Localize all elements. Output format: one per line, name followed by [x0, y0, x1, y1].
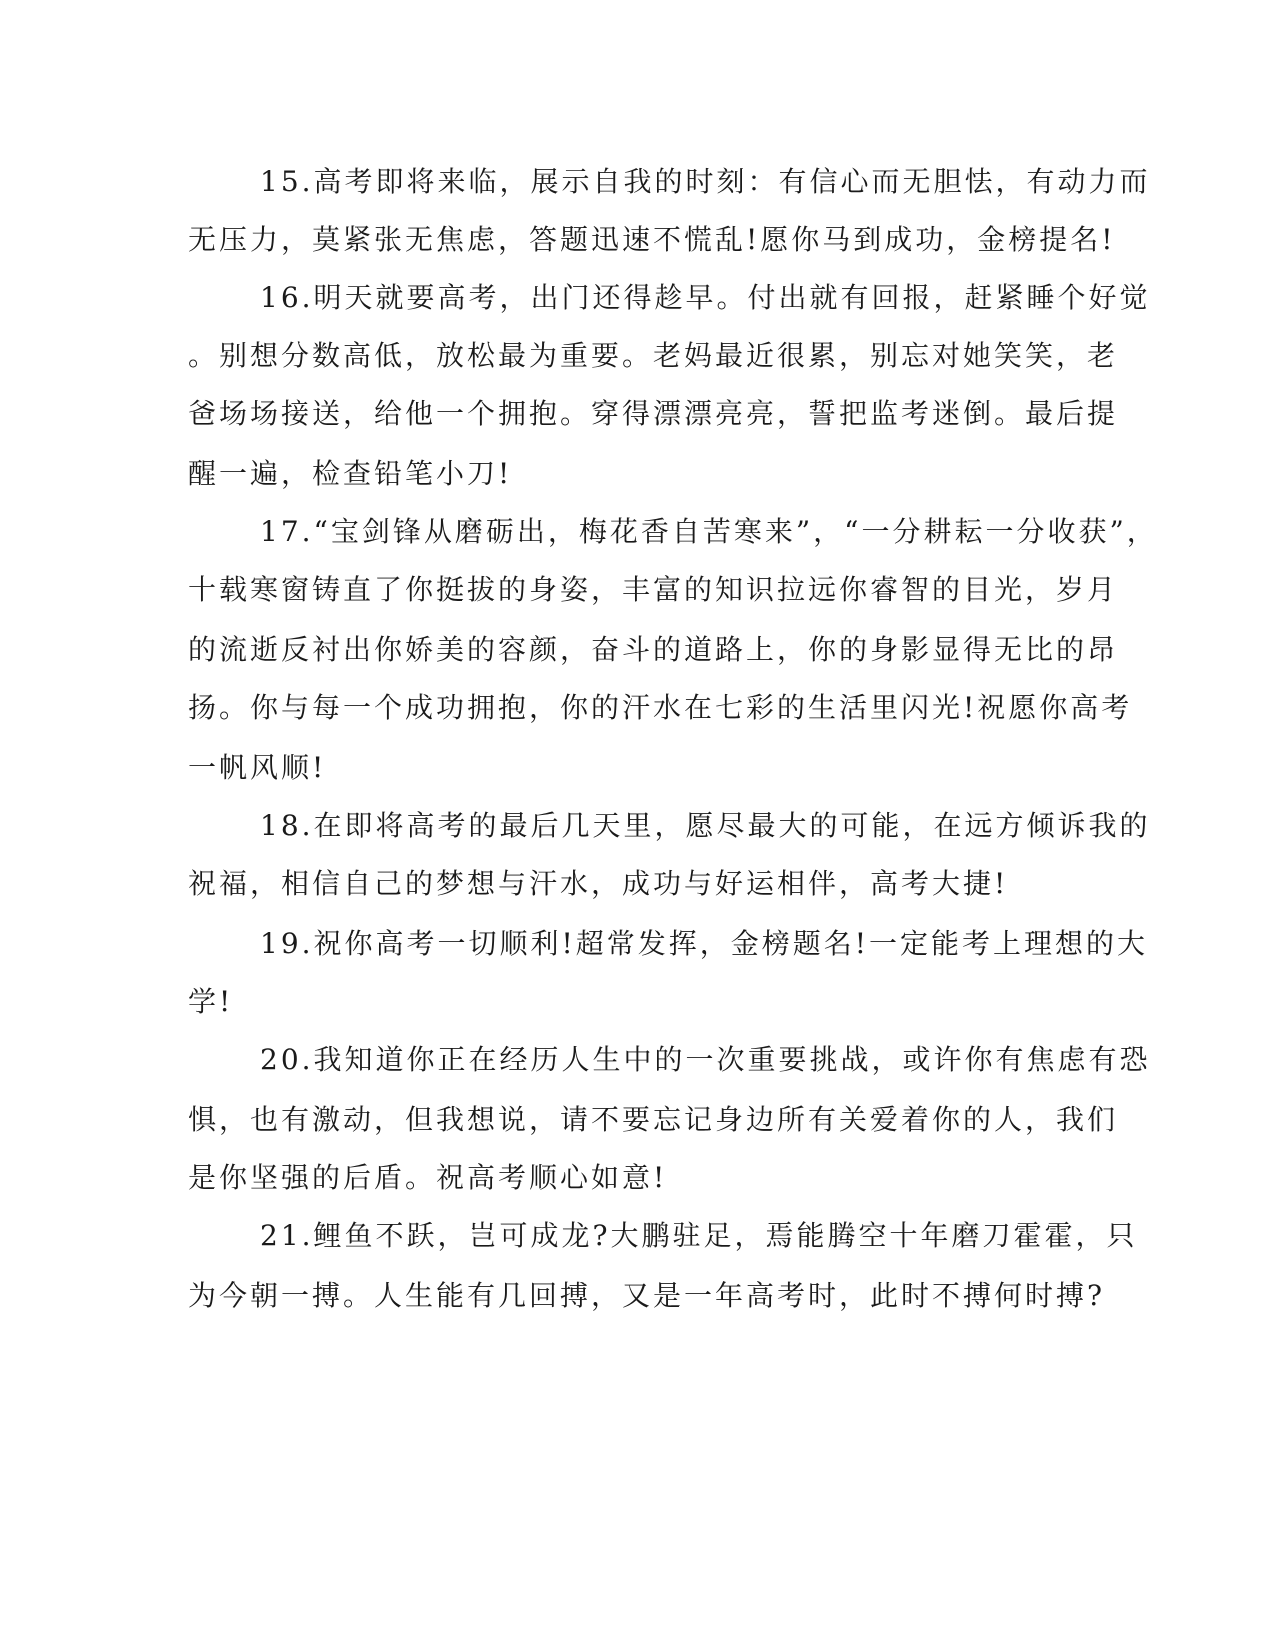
text-line: 18.在即将高考的最后几天里，愿尽最大的可能，在远方倾诉我的: [260, 809, 1151, 842]
text-line: 16.明天就要高考，出门还得趁早。付出就有回报，赶紧睡个好觉: [260, 281, 1151, 314]
text-line: 的流逝反衬出你娇美的容颜，奋斗的道路上，你的身影显得无比的昂: [188, 633, 1119, 666]
text-line: 21.鲤鱼不跃，岂可成龙?大鹏驻足，焉能腾空十年磨刀霍霍，只: [260, 1219, 1138, 1252]
text-line: 惧，也有激动，但我想说，请不要忘记身边所有关爱着你的人，我们: [188, 1103, 1119, 1136]
text-line: 为今朝一搏。人生能有几回搏，又是一年高考时，此时不搏何时搏?: [188, 1279, 1106, 1312]
text-line: 17.“宝剑锋从磨砺出，梅花香自苦寒来”，“一分耕耘一分收获”，: [260, 515, 1158, 548]
text-line: 十载寒窗铸直了你挺拔的身姿，丰富的知识拉远你睿智的目光，岁月: [188, 573, 1119, 606]
text-line: 是你坚强的后盾。祝高考顺心如意!: [188, 1161, 668, 1194]
text-line: 20.我知道你正在经历人生中的一次重要挑战，或许你有焦虑有恐: [260, 1043, 1151, 1076]
text-line: 爸场场接送，给他一个拥抱。穿得漂漂亮亮，誓把监考迷倒。最后提: [188, 397, 1119, 430]
text-line: 醒一遍，检查铅笔小刀!: [188, 457, 513, 490]
text-line: 学!: [188, 985, 234, 1018]
text-line: 祝福，相信自己的梦想与汗水，成功与好运相伴，高考大捷!: [188, 867, 1009, 900]
text-line: 19.祝你高考一切顺利!超常发挥，金榜题名!一定能考上理想的大: [260, 927, 1149, 960]
text-line: 。别想分数高低，放松最为重要。老妈最近很累，别忘对她笑笑，老: [188, 339, 1119, 372]
text-line: 扬。你与每一个成功拥抱，你的汗水在七彩的生活里闪光!祝愿你高考: [188, 691, 1133, 724]
text-line: 一帆风顺!: [188, 751, 327, 784]
text-line: 15.高考即将来临，展示自我的时刻：有信心而无胆怯，有动力而: [260, 165, 1151, 198]
text-line: 无压力，莫紧张无焦虑，答题迅速不慌乱!愿你马到成功，金榜提名!: [188, 223, 1116, 256]
